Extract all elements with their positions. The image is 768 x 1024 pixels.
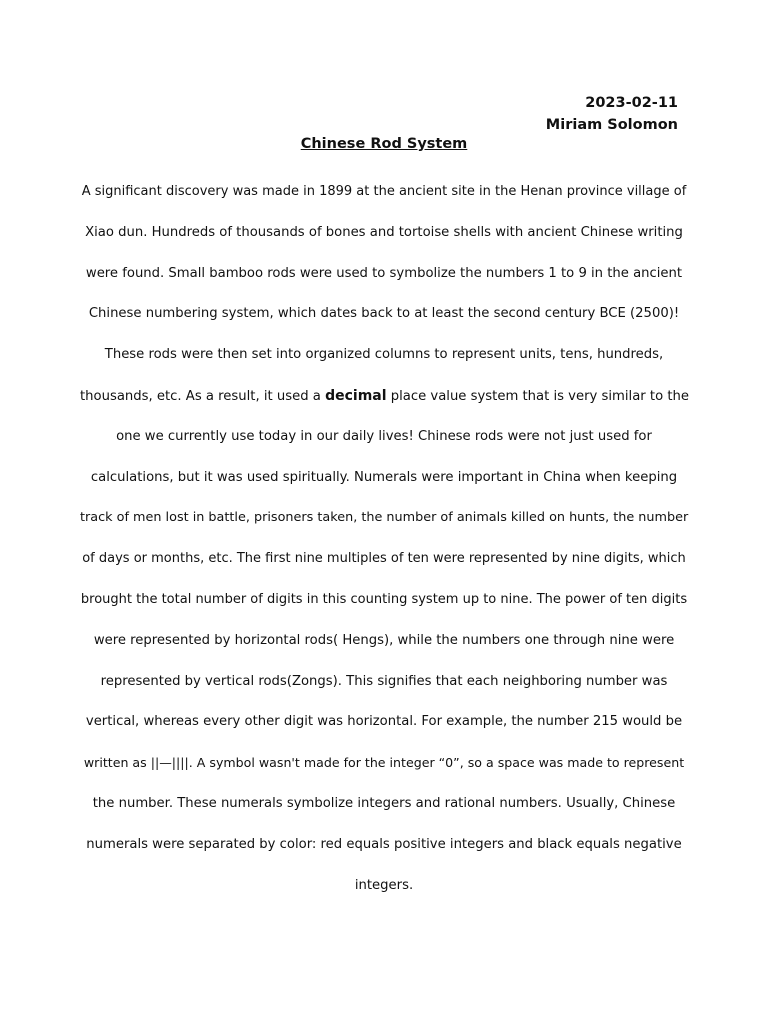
body-line: track of men lost in battle, prisoners taken, the number of animals killed on hunts, the number — [80, 510, 689, 526]
body-line: vertical, whereas every other digit was horizontal. For example, the number 215 would be — [85, 714, 683, 730]
body-line: of days or months, etc. The first nine multiples of ten were represented by nine digits, which — [82, 551, 686, 567]
author-name: Miriam Solomon — [545, 117, 678, 133]
document-header — [546, 92, 678, 136]
body-line: Chinese numbering system, which dates back to at least the second century BCE (2500)! — [88, 306, 680, 322]
body-line: These rods were then set into organized columns to represent units, tens, hundreds, — [104, 347, 664, 363]
body-line: Xiao dun. Hundreds of thousands of bones and tortoise shells with ancient Chinese writing — [85, 224, 683, 240]
body-line: numerals were separated by color: red equals positive integers and black equals negative — [86, 836, 682, 852]
body-line: A significant discovery was made in 1899 at the ancient site in the Henan province village of — [81, 184, 687, 199]
emphasized-term: decimal — [325, 387, 387, 404]
body-line: one we currently use today in our daily lives! Chinese rods were not just used for — [116, 428, 652, 444]
document-date: 2023-02-11 — [585, 95, 678, 111]
body-line: were found. Small bamboo rods were used to symbolize the numbers 1 to 9 in the ancient — [85, 265, 683, 281]
body-line: brought the total number of digits in this counting system up to nine. The power of ten digits — [80, 591, 688, 607]
body-text: thousands, etc. As a result, it used a — [80, 388, 326, 404]
body-line: were represented by horizontal rods( Hengs), while the numbers one through nine were — [93, 632, 675, 648]
body-line: integers. — [354, 877, 414, 893]
body-line: represented by vertical rods(Zongs). This signifies that each neighboring number was — [100, 673, 668, 689]
body-line: written as ||—||||. A symbol wasn't made for the integer “0”, so a space was made to represent — [83, 755, 685, 771]
document-title: Chinese Rod System — [300, 136, 468, 152]
body-line: the number. These numerals symbolize integers and rational numbers. Usually, Chinese — [92, 795, 676, 811]
body-text: place value system that is very similar to the — [386, 388, 689, 404]
body-line — [80, 376, 688, 417]
body-line: calculations, but it was used spiritually. Numerals were important in China when keeping — [90, 469, 678, 485]
document-body — [80, 172, 688, 906]
